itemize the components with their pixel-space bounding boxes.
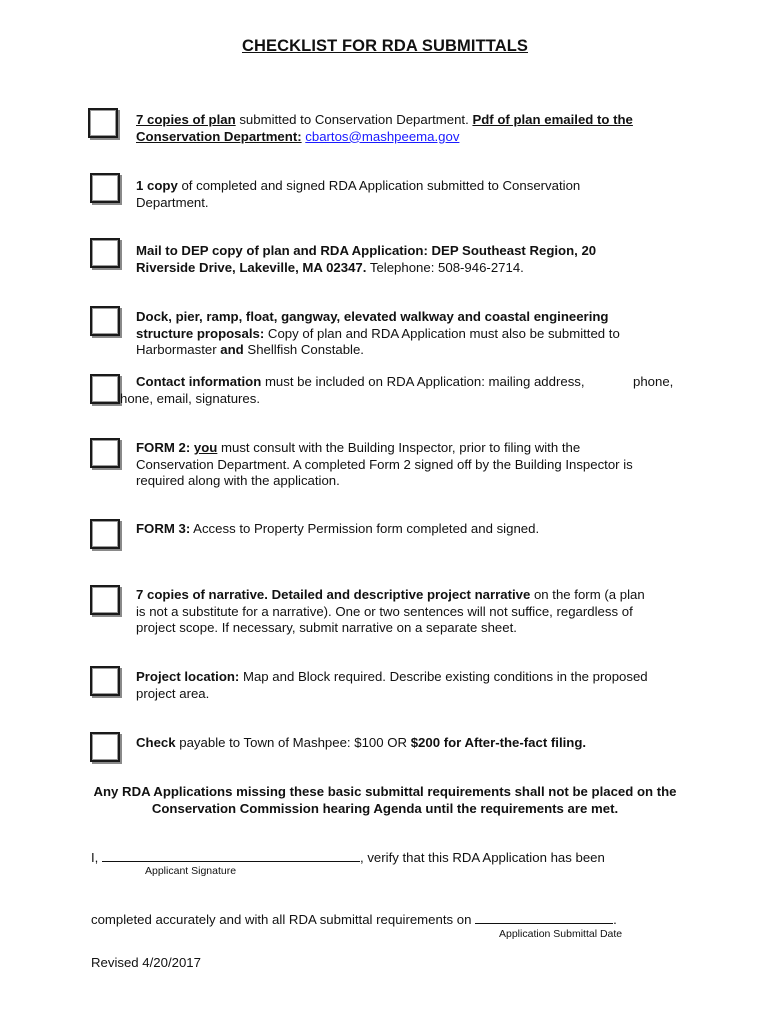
dock-lead: Dock, pier, ramp, float, gangway, elevated walkway and coastal engineering structure proposals: — [136, 309, 609, 341]
date-label: Application Submittal Date — [499, 928, 623, 940]
revision-date: Revised 4/20/2017 — [91, 955, 201, 970]
checkbox-check[interactable] — [90, 732, 120, 762]
application-lead: 1 copy — [136, 178, 178, 193]
dock-and: and — [220, 342, 244, 358]
signature-suffix: , verify that this RDA Application has been — [360, 850, 605, 865]
form2-you: you — [193, 440, 218, 455]
checkbox-application[interactable] — [90, 173, 120, 203]
item-check — [136, 735, 656, 752]
requirements-warning: Any RDA Applications missing these basic submittal requirements shall not be placed on the Conservation Commission hearing Agenda until the requirements are met. — [93, 784, 677, 816]
contact-text-end: hone, email, signatures. — [120, 391, 261, 406]
date-line — [91, 911, 617, 927]
signature-prefix: I, — [91, 850, 99, 865]
dock-text: Copy of plan and RDA Application must also be submitted to Harbormaster — [136, 325, 620, 358]
contact-text: must be included on RDA Application: mailing address, — [261, 374, 585, 389]
plans-lead: 7 copies of plan — [136, 112, 236, 127]
form2-text: must consult with the Building Inspector, prior to filing with the Conservation Department. A completed Form 2 signed off by the Building Inspector is required along with the application. — [136, 440, 633, 489]
item-dock — [136, 309, 656, 359]
check-text: payable to Town of Mashpee: $100 OR — [175, 735, 411, 750]
checkbox-location[interactable] — [90, 666, 120, 696]
location-text: Map and Block required. Describe existing conditions in the proposed project area. — [136, 669, 648, 701]
checkbox-form3[interactable] — [90, 519, 120, 549]
form3-text: Access to Property Permission form completed and signed. — [190, 521, 540, 536]
item-form3 — [136, 521, 656, 538]
narrative-lead: 7 copies of narrative. Detailed and descriptive project narrative — [136, 587, 531, 602]
contact-phone: phone, — [633, 374, 674, 389]
check-fee: $200 for After-the-fact filing. — [410, 735, 587, 750]
item-location — [136, 669, 656, 702]
item-narrative — [136, 587, 656, 637]
signature-line — [91, 849, 605, 865]
item-plans — [136, 112, 656, 145]
checkbox-form2[interactable] — [90, 438, 120, 468]
checkbox-dep[interactable] — [90, 238, 120, 268]
date-prefix: completed accurately and with all RDA submittal requirements on — [91, 912, 472, 927]
item-dep — [136, 243, 656, 276]
dock-text-end: Shellfish Constable. — [243, 342, 364, 358]
form2-lead: FORM 2: — [136, 440, 194, 455]
signature-field[interactable] — [102, 849, 360, 862]
dep-text: Telephone: 508-946-2714. — [366, 259, 524, 275]
location-lead: Project location: — [136, 669, 240, 684]
item-application — [136, 178, 656, 211]
narrative-text: on the form (a plan is not a substitute for a narrative). One or two sentences will not suffice, regardless of project scope. If necessary, submit narrative on a separate sheet. — [136, 587, 645, 636]
checkbox-dock[interactable] — [90, 306, 120, 336]
checkbox-contact[interactable] — [90, 374, 120, 404]
checkbox-plans[interactable] — [88, 108, 118, 138]
date-suffix: . — [613, 912, 617, 927]
application-text: of completed and signed RDA Application submitted to Conservation Department. — [136, 178, 581, 210]
form3-lead: FORM 3: — [136, 521, 191, 536]
checkbox-narrative[interactable] — [90, 585, 120, 615]
page-title: CHECKLIST FOR RDA SUBMITTALS — [241, 37, 529, 55]
item-contact — [136, 374, 585, 389]
dep-lead: Mail to DEP copy of plan and RDA Application: DEP Southeast Region, 20 Riverside Drive, Lakeville, MA 02347. — [136, 243, 597, 275]
signature-label: Applicant Signature — [145, 865, 237, 877]
plans-pdf: Pdf of plan emailed to the Conservation Department: — [136, 112, 633, 144]
plans-text: submitted to Conservation Department. — [235, 112, 473, 127]
email-link[interactable]: cbartos@mashpeema.gov — [305, 128, 460, 144]
check-lead: Check — [136, 735, 176, 750]
item-form2 — [136, 440, 656, 490]
submittal-date-field[interactable] — [475, 911, 613, 924]
contact-lead: Contact information — [136, 374, 262, 389]
